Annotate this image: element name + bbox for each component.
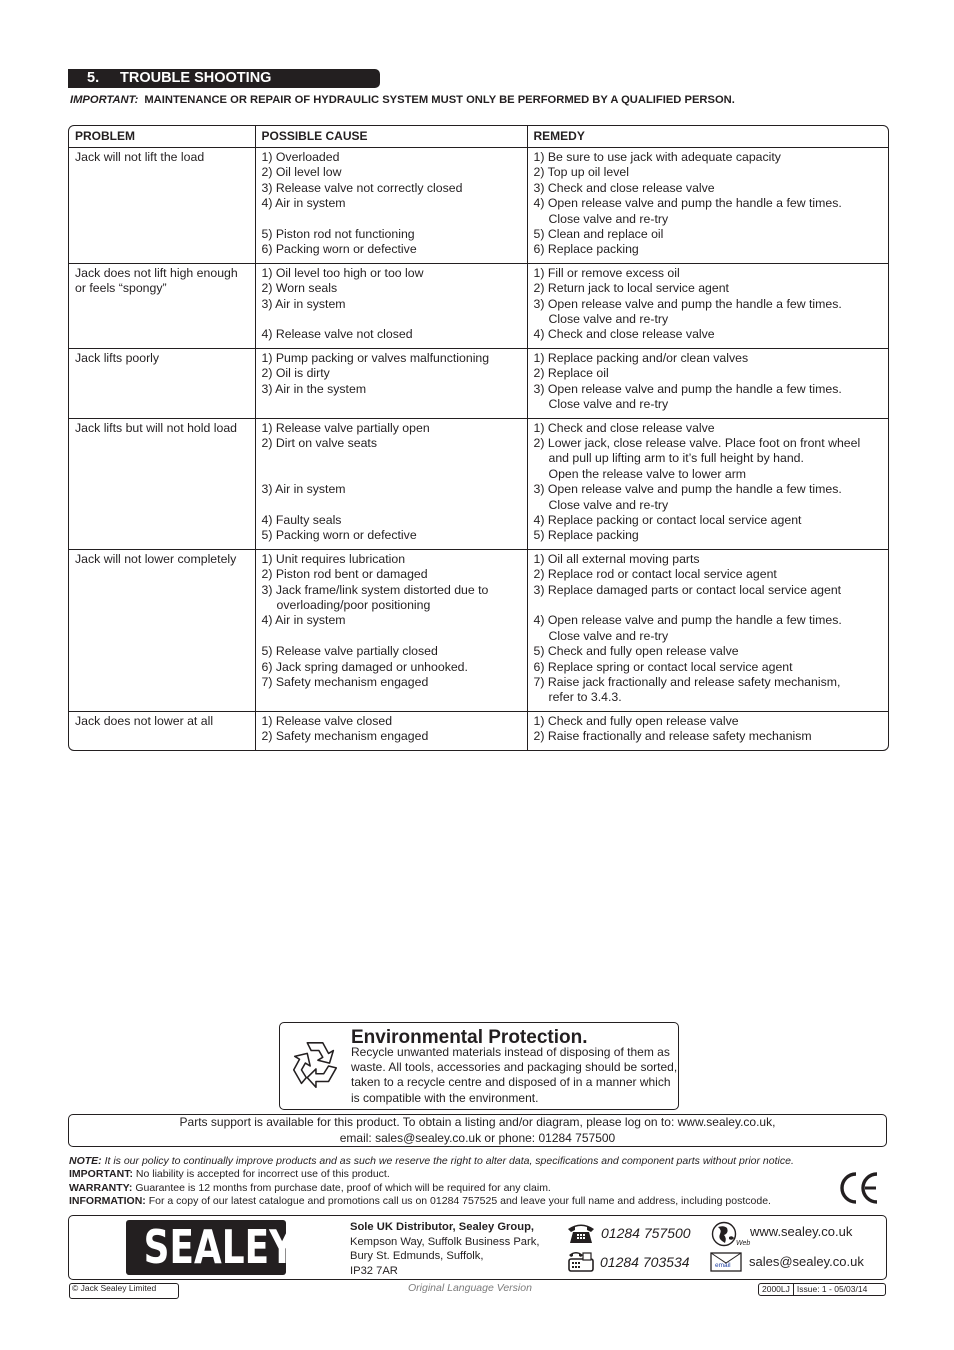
problem-text: Jack lifts but will not hold load — [75, 420, 237, 435]
remedy-line: 1) Oil all external moving parts — [533, 551, 700, 566]
table-row — [69, 148, 888, 264]
column-header-problem: PROBLEM — [69, 126, 255, 148]
cause-line: 4) Air in system — [261, 613, 346, 628]
table-row — [69, 348, 888, 418]
cause-line: 6) Jack spring damaged or unhooked. — [261, 659, 468, 674]
cause-line: 5) Packing worn or defective — [261, 528, 417, 543]
fax-number: 01284 703534 — [600, 1254, 690, 1270]
remedy-line: 2) Return jack to local service agent — [533, 281, 729, 296]
footer-box — [68, 1215, 887, 1280]
cause-line — [262, 312, 521, 327]
issue-date: Issue: 1 - 05/03/14 — [793, 1284, 870, 1295]
section-title: TROUBLE SHOOTING — [120, 70, 272, 86]
distributor-address — [350, 1220, 539, 1278]
address-line-3: IP32 7AR — [350, 1264, 398, 1277]
remedy-line: 3) Check and close release valve — [533, 180, 715, 195]
web-icon-label: Web — [736, 1240, 751, 1247]
telephone-icon — [567, 1222, 595, 1244]
cause-line: 6) Packing worn or defective — [261, 242, 417, 257]
cause-line: 3) Air in system — [261, 296, 346, 311]
cause-line: 2) Piston rod bent or damaged — [261, 567, 428, 582]
remedy-line: 6) Replace packing — [533, 242, 639, 257]
cause-cell — [255, 263, 527, 348]
remedy-cell — [527, 263, 888, 348]
cause-line: 2) Oil level low — [261, 165, 342, 180]
remedy-line: 3) Replace damaged parts or contact local service agent — [533, 582, 842, 597]
remedy-line: 5) Replace packing — [533, 528, 639, 543]
cause-line: 1) Release valve closed — [261, 713, 393, 728]
parts-support-box — [68, 1114, 887, 1147]
parts-support-line-1: Parts support is available for this product. To obtain a listing and/or diagram, please log on to: www.sealey.co.uk, — [179, 1115, 776, 1129]
problem-text: Jack lifts poorly — [75, 350, 160, 365]
address-line-2: Bury St. Edmunds, Suffolk, — [350, 1250, 484, 1263]
table-header-row — [69, 126, 888, 148]
remedy-line: 1) Check and close release valve — [533, 420, 715, 435]
cause-line: 3) Jack frame/link system distorted due to — [261, 582, 489, 597]
remedy-line: refer to 3.4.3. — [548, 690, 622, 705]
column-header-remedy: REMEDY — [527, 126, 888, 148]
envelope-icon — [710, 1252, 742, 1272]
table-row — [69, 418, 888, 549]
telephone-number: 01284 757500 — [601, 1225, 691, 1241]
remedy-line: 6) Replace spring or contact local service agent — [533, 659, 793, 674]
cause-line: 4) Faulty seals — [261, 512, 342, 527]
email-icon-label: email — [715, 1262, 731, 1269]
remedy-line: 1) Be sure to use jack with adequate capacity — [533, 150, 781, 164]
globe-icon — [710, 1221, 751, 1247]
remedy-line: 7) Raise jack fractionally and release safety mechanism, — [533, 674, 841, 689]
cause-line: 5) Piston rod not functioning — [261, 227, 415, 242]
cause-line: 7) Safety mechanism engaged — [261, 674, 429, 689]
cause-line — [262, 212, 521, 227]
remedy-line: 2) Raise fractionally and release safety mechanism — [533, 729, 812, 744]
remedy-line: 4) Open release valve and pump the handle a few times. — [533, 196, 842, 211]
remedy-line: 2) Lower jack, close release valve. Place foot on front wheel — [533, 435, 861, 450]
remedy-line: 3) Open release valve and pump the handle a few times. — [533, 296, 842, 311]
remedy-line — [534, 598, 883, 613]
cause-line — [262, 629, 521, 644]
website-link[interactable]: www.sealey.co.uk — [750, 1224, 853, 1239]
problem-cell — [69, 263, 255, 348]
important-note-text: No liability is accepted for incorrect use of this product. — [135, 1168, 390, 1181]
information-line — [69, 1195, 794, 1208]
environmental-title: Environmental Protection. — [351, 1027, 588, 1048]
table-body — [69, 148, 888, 750]
problem-cell — [69, 711, 255, 749]
information-text: For a copy of our latest catalogue and promotions call us on 01284 757525 and leave your full name and address, including postcode. — [148, 1195, 771, 1208]
cause-line — [262, 498, 521, 513]
cause-cell — [255, 148, 527, 264]
remedy-line: 2) Top up oil level — [533, 165, 629, 180]
remedy-cell — [527, 148, 888, 264]
environmental-body: Recycle unwanted materials instead of disposing of them as waste. All tools, accessories and packaging should be sorted, taken to a recycle centre and disposed of in a manner which is compatible with the environment. — [351, 1045, 678, 1105]
remedy-line: 4) Open release valve and pump the handle a few times. — [533, 613, 842, 628]
language-note: Original Language Version — [408, 1282, 532, 1294]
troubleshooting-table-container — [68, 125, 889, 751]
warranty-text: Guarantee is 12 months from purchase date, proof of which will be required for any claim. — [135, 1181, 551, 1194]
remedy-line: 5) Check and fully open release valve — [533, 644, 739, 659]
cause-cell — [255, 348, 527, 418]
remedy-cell — [527, 711, 888, 749]
cause-cell — [255, 711, 527, 749]
cause-line: 1) Overloaded — [261, 150, 340, 164]
address-line-1: Kempson Way, Suffolk Business Park, — [350, 1235, 540, 1248]
remedy-line: Close valve and re-try — [548, 312, 669, 327]
remedy-line: Close valve and re-try — [548, 211, 669, 226]
problem-text: Jack will not lift the load — [75, 150, 205, 164]
important-notice — [70, 94, 735, 106]
problem-cell — [69, 418, 255, 549]
information-label: INFORMATION: — [69, 1195, 146, 1208]
note-label: NOTE: — [69, 1155, 102, 1167]
remedy-line: 2) Replace oil — [533, 366, 609, 381]
important-note-label: IMPORTANT: — [69, 1168, 133, 1181]
remedy-line: 1) Check and fully open release valve — [533, 713, 739, 728]
section-number: 5. — [87, 70, 100, 86]
cause-line: 3) Air in system — [261, 482, 346, 497]
remedy-line: 3) Open release valve and pump the handle a few times. — [533, 381, 842, 396]
remedy-line: 1) Replace packing and/or clean valves — [533, 350, 749, 365]
important-text: MAINTENANCE OR REPAIR OF HYDRAULIC SYSTEM MUST ONLY BE PERFORMED BY A QUALIFIED PERSON. — [144, 94, 735, 106]
note-text: It is our policy to continually improve products and as such we reserve the right to alter data, specifications and component parts without prior notice. — [104, 1155, 794, 1167]
remedy-line: 4) Check and close release valve — [533, 327, 715, 342]
cause-line: 1) Pump packing or valves malfunctioning — [261, 350, 490, 365]
cause-line — [262, 451, 521, 466]
environmental-protection-box — [279, 1022, 679, 1110]
cause-line: 2) Dirt on valve seats — [261, 435, 377, 450]
copyright-label: © Jack Sealey Limited — [69, 1283, 179, 1299]
issue-box — [758, 1283, 886, 1296]
table-row — [69, 549, 888, 711]
cause-line: overloading/poor positioning — [276, 597, 431, 612]
remedy-line: Open the release valve to lower arm — [548, 466, 747, 481]
column-header-possible-cause: POSSIBLE CAUSE — [255, 126, 527, 148]
cause-line: 1) Release valve partially open — [261, 420, 430, 435]
troubleshooting-table — [69, 126, 888, 750]
legal-notes — [69, 1155, 794, 1209]
cause-cell — [255, 549, 527, 711]
remedy-line: 1) Fill or remove excess oil — [533, 265, 680, 280]
ce-mark-icon — [836, 1170, 880, 1206]
cause-line: 3) Release valve not correctly closed — [261, 180, 463, 195]
problem-text: Jack will not lower completely — [75, 551, 237, 566]
remedy-line: Close valve and re-try — [548, 497, 669, 512]
fax-icon — [567, 1249, 595, 1273]
sealey-logo — [126, 1220, 296, 1275]
problem-cell — [69, 148, 255, 264]
cause-line: 4) Release valve not closed — [261, 327, 413, 342]
cause-line: 2) Safety mechanism engaged — [261, 729, 429, 744]
remedy-line: Close valve and re-try — [548, 397, 669, 412]
parts-support-line-2: email: sales@sealey.co.uk or phone: 01284 757500 — [339, 1130, 616, 1145]
cause-line: 3) Air in the system — [261, 381, 367, 396]
remedy-line: and pull up lifting arm to it’s full height by hand. — [548, 451, 804, 466]
remedy-cell — [527, 549, 888, 711]
cause-line: 5) Release valve partially closed — [261, 644, 438, 659]
cause-line: 1) Oil level too high or too low — [261, 265, 424, 280]
email-link[interactable]: sales@sealey.co.uk — [749, 1254, 864, 1269]
recycle-icon — [286, 1037, 344, 1095]
problem-text: Jack does not lower at all — [75, 713, 214, 728]
cause-line: 2) Worn seals — [261, 281, 338, 296]
cause-cell — [255, 418, 527, 549]
section-heading — [68, 69, 380, 88]
important-label: IMPORTANT: — [70, 94, 139, 106]
remedy-line: 5) Clean and replace oil — [533, 227, 664, 242]
logo-text: SEALEY — [143, 1220, 296, 1274]
cause-line: 2) Oil is dirty — [261, 366, 330, 381]
problem-cell — [69, 549, 255, 711]
remedy-line: Close valve and re-try — [548, 628, 669, 643]
remedy-line: 3) Open release valve and pump the handle a few times. — [533, 482, 842, 497]
warranty-line — [69, 1182, 794, 1195]
table-row — [69, 711, 888, 749]
remedy-cell — [527, 418, 888, 549]
cause-line — [262, 467, 521, 482]
remedy-line: 2) Replace rod or contact local service agent — [533, 567, 777, 582]
cause-line: 4) Air in system — [261, 196, 346, 211]
remedy-line: 4) Replace packing or contact local service agent — [533, 512, 802, 527]
important-line — [69, 1168, 794, 1181]
cause-line: 1) Unit requires lubrication — [261, 551, 406, 566]
distributor-title: Sole UK Distributor, Sealey Group, — [350, 1221, 535, 1233]
model-number: 2000LJ — [762, 1284, 790, 1294]
note-line — [69, 1155, 794, 1168]
problem-text: Jack does not lift high enough or feels “spongy” — [75, 265, 238, 296]
remedy-cell — [527, 348, 888, 418]
table-row — [69, 263, 888, 348]
warranty-label: WARRANTY: — [69, 1181, 133, 1194]
problem-cell — [69, 348, 255, 418]
